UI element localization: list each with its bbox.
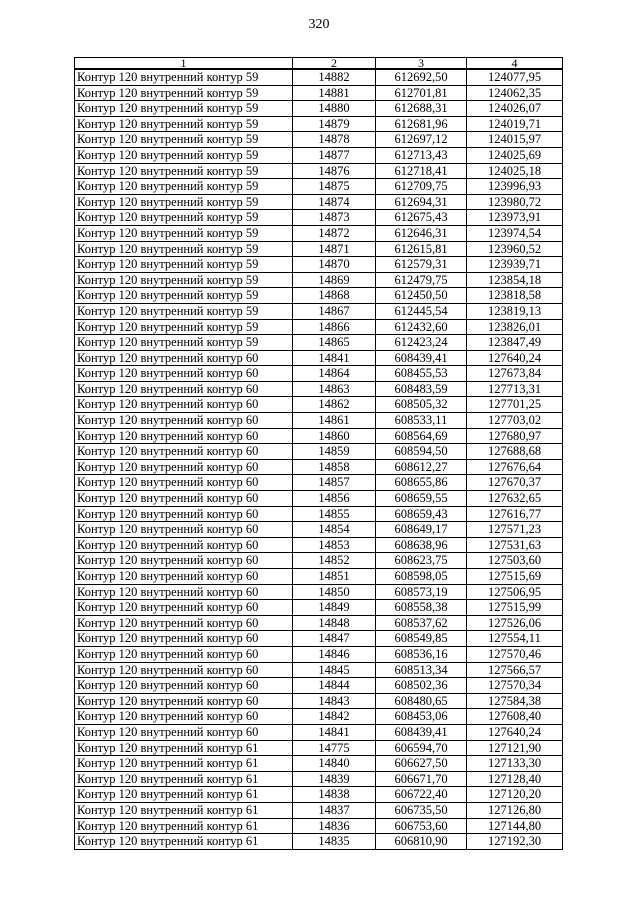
cell-y-coordinate: 127192,30 <box>467 834 563 850</box>
cell-x-coordinate: 608483,59 <box>376 381 467 397</box>
page-number: 320 <box>308 17 330 32</box>
cell-y-coordinate: 127701,25 <box>467 397 563 413</box>
column-header-4: 4 <box>467 58 563 70</box>
cell-x-coordinate: 612681,96 <box>376 116 467 132</box>
cell-x-coordinate: 608536,16 <box>376 646 467 662</box>
table-row <box>75 646 563 662</box>
cell-x-coordinate: 608573,19 <box>376 584 467 600</box>
table-row <box>75 194 563 210</box>
table-row <box>75 693 563 709</box>
cell-y-coordinate: 123939,71 <box>467 257 563 273</box>
cell-contour-name: Контур 120 внутренний контур 61 <box>75 834 293 850</box>
cell-y-coordinate: 127632,65 <box>467 491 563 507</box>
table-row <box>75 288 563 304</box>
cell-y-coordinate: 124025,69 <box>467 147 563 163</box>
cell-point-number: 14869 <box>293 272 376 288</box>
coordinates-table <box>74 57 563 850</box>
cell-contour-name: Контур 120 внутренний контур 60 <box>75 366 293 382</box>
cell-point-number: 14855 <box>293 506 376 522</box>
table-row <box>75 787 563 803</box>
table-row <box>75 272 563 288</box>
cell-point-number: 14849 <box>293 600 376 616</box>
cell-contour-name: Контур 120 внутренний контур 59 <box>75 257 293 273</box>
table-row <box>75 85 563 101</box>
table-row <box>75 522 563 538</box>
table-row <box>75 163 563 179</box>
cell-y-coordinate: 123818,58 <box>467 288 563 304</box>
table-row <box>75 491 563 507</box>
column-header-1: 1 <box>75 58 293 70</box>
cell-point-number: 14865 <box>293 335 376 351</box>
cell-x-coordinate: 612423,24 <box>376 335 467 351</box>
cell-y-coordinate: 127515,99 <box>467 600 563 616</box>
cell-contour-name: Контур 120 внутренний контур 61 <box>75 771 293 787</box>
table-row <box>75 631 563 647</box>
cell-point-number: 14842 <box>293 709 376 725</box>
cell-contour-name: Контур 120 внутренний контур 60 <box>75 428 293 444</box>
table-row <box>75 241 563 257</box>
cell-point-number: 14836 <box>293 818 376 834</box>
cell-x-coordinate: 608564,69 <box>376 428 467 444</box>
cell-y-coordinate: 123973,91 <box>467 210 563 226</box>
cell-point-number: 14870 <box>293 257 376 273</box>
table-row <box>75 709 563 725</box>
cell-y-coordinate: 123819,13 <box>467 303 563 319</box>
cell-point-number: 14841 <box>293 724 376 740</box>
cell-x-coordinate: 606753,60 <box>376 818 467 834</box>
cell-point-number: 14876 <box>293 163 376 179</box>
cell-point-number: 14846 <box>293 646 376 662</box>
cell-y-coordinate: 127584,38 <box>467 693 563 709</box>
cell-point-number: 14863 <box>293 381 376 397</box>
table-row <box>75 101 563 117</box>
table-row <box>75 428 563 444</box>
cell-y-coordinate: 127120,20 <box>467 787 563 803</box>
table-row <box>75 724 563 740</box>
cell-x-coordinate: 608594,50 <box>376 444 467 460</box>
cell-y-coordinate: 127571,23 <box>467 522 563 538</box>
cell-y-coordinate: 127570,34 <box>467 678 563 694</box>
cell-contour-name: Контур 120 внутренний контур 59 <box>75 319 293 335</box>
cell-contour-name: Контур 120 внутренний контур 60 <box>75 522 293 538</box>
cell-point-number: 14866 <box>293 319 376 335</box>
table-row <box>75 319 563 335</box>
table-row <box>75 553 563 569</box>
table-body <box>75 69 563 849</box>
cell-contour-name: Контур 120 внутренний контур 61 <box>75 740 293 756</box>
cell-contour-name: Контур 120 внутренний контур 59 <box>75 69 293 85</box>
cell-x-coordinate: 612675,43 <box>376 210 467 226</box>
table-row <box>75 179 563 195</box>
cell-contour-name: Контур 120 внутренний контур 61 <box>75 787 293 803</box>
cell-point-number: 14848 <box>293 615 376 631</box>
coordinates-table-container <box>74 57 562 850</box>
cell-point-number: 14860 <box>293 428 376 444</box>
cell-x-coordinate: 612709,75 <box>376 179 467 195</box>
table-row <box>75 350 563 366</box>
cell-point-number: 14838 <box>293 787 376 803</box>
cell-x-coordinate: 608655,86 <box>376 475 467 491</box>
cell-y-coordinate: 123826,01 <box>467 319 563 335</box>
cell-y-coordinate: 127688,68 <box>467 444 563 460</box>
cell-x-coordinate: 608453,06 <box>376 709 467 725</box>
cell-x-coordinate: 612713,43 <box>376 147 467 163</box>
cell-point-number: 14878 <box>293 132 376 148</box>
cell-x-coordinate: 612579,31 <box>376 257 467 273</box>
cell-point-number: 14840 <box>293 756 376 772</box>
table-row <box>75 459 563 475</box>
cell-contour-name: Контур 120 внутренний контур 59 <box>75 147 293 163</box>
cell-contour-name: Контур 120 внутренний контур 59 <box>75 288 293 304</box>
cell-contour-name: Контур 120 внутренний контур 60 <box>75 615 293 631</box>
cell-contour-name: Контур 120 внутренний контур 59 <box>75 179 293 195</box>
cell-contour-name: Контур 120 внутренний контур 60 <box>75 413 293 429</box>
cell-contour-name: Контур 120 внутренний контур 60 <box>75 444 293 460</box>
cell-point-number: 14872 <box>293 225 376 241</box>
cell-point-number: 14862 <box>293 397 376 413</box>
cell-contour-name: Контур 120 внутренний контур 59 <box>75 241 293 257</box>
cell-contour-name: Контур 120 внутренний контур 61 <box>75 802 293 818</box>
cell-x-coordinate: 612432,60 <box>376 319 467 335</box>
cell-contour-name: Контур 120 внутренний контур 59 <box>75 303 293 319</box>
cell-point-number: 14875 <box>293 179 376 195</box>
table-header <box>75 58 563 70</box>
cell-y-coordinate: 127554,11 <box>467 631 563 647</box>
cell-y-coordinate: 127570,46 <box>467 646 563 662</box>
table-row <box>75 537 563 553</box>
cell-y-coordinate: 127640,24 <box>467 724 563 740</box>
cell-point-number: 14877 <box>293 147 376 163</box>
cell-x-coordinate: 606671,70 <box>376 771 467 787</box>
cell-point-number: 14859 <box>293 444 376 460</box>
cell-y-coordinate: 124077,95 <box>467 69 563 85</box>
cell-x-coordinate: 608612,27 <box>376 459 467 475</box>
cell-point-number: 14844 <box>293 678 376 694</box>
cell-y-coordinate: 127128,40 <box>467 771 563 787</box>
table-row <box>75 116 563 132</box>
table-row <box>75 147 563 163</box>
cell-point-number: 14856 <box>293 491 376 507</box>
cell-y-coordinate: 127526,06 <box>467 615 563 631</box>
cell-point-number: 14845 <box>293 662 376 678</box>
table-row <box>75 834 563 850</box>
cell-x-coordinate: 612694,31 <box>376 194 467 210</box>
table-row <box>75 475 563 491</box>
table-row <box>75 366 563 382</box>
table-row <box>75 600 563 616</box>
table-row <box>75 397 563 413</box>
table-row <box>75 569 563 585</box>
cell-contour-name: Контур 120 внутренний контур 61 <box>75 756 293 772</box>
cell-point-number: 14861 <box>293 413 376 429</box>
cell-y-coordinate: 123847,49 <box>467 335 563 351</box>
table-row <box>75 756 563 772</box>
cell-point-number: 14874 <box>293 194 376 210</box>
table-row <box>75 225 563 241</box>
cell-x-coordinate: 606722,40 <box>376 787 467 803</box>
cell-point-number: 14841 <box>293 350 376 366</box>
table-row <box>75 444 563 460</box>
cell-y-coordinate: 127680,97 <box>467 428 563 444</box>
cell-contour-name: Контур 120 внутренний контур 59 <box>75 101 293 117</box>
cell-x-coordinate: 606810,90 <box>376 834 467 850</box>
cell-y-coordinate: 124025,18 <box>467 163 563 179</box>
cell-y-coordinate: 127640,24 <box>467 350 563 366</box>
cell-x-coordinate: 608502,36 <box>376 678 467 694</box>
cell-point-number: 14868 <box>293 288 376 304</box>
cell-contour-name: Контур 120 внутренний контур 59 <box>75 85 293 101</box>
cell-y-coordinate: 127133,30 <box>467 756 563 772</box>
cell-x-coordinate: 608505,32 <box>376 397 467 413</box>
table-row <box>75 818 563 834</box>
cell-contour-name: Контур 120 внутренний контур 60 <box>75 678 293 694</box>
cell-contour-name: Контур 120 внутренний контур 60 <box>75 491 293 507</box>
cell-x-coordinate: 608549,85 <box>376 631 467 647</box>
cell-point-number: 14851 <box>293 569 376 585</box>
cell-point-number: 14857 <box>293 475 376 491</box>
cell-x-coordinate: 612697,12 <box>376 132 467 148</box>
cell-y-coordinate: 123980,72 <box>467 194 563 210</box>
cell-contour-name: Контур 120 внутренний контур 59 <box>75 132 293 148</box>
cell-point-number: 14853 <box>293 537 376 553</box>
cell-x-coordinate: 612646,31 <box>376 225 467 241</box>
cell-x-coordinate: 608649,17 <box>376 522 467 538</box>
cell-y-coordinate: 127616,77 <box>467 506 563 522</box>
cell-x-coordinate: 612445,54 <box>376 303 467 319</box>
cell-contour-name: Контур 120 внутренний контур 60 <box>75 631 293 647</box>
cell-x-coordinate: 608533,11 <box>376 413 467 429</box>
cell-contour-name: Контур 120 внутренний контур 60 <box>75 537 293 553</box>
table-row <box>75 615 563 631</box>
cell-point-number: 14880 <box>293 101 376 117</box>
cell-y-coordinate: 127608,40 <box>467 709 563 725</box>
cell-contour-name: Контур 120 внутренний контур 60 <box>75 459 293 475</box>
cell-contour-name: Контур 120 внутренний контур 59 <box>75 210 293 226</box>
cell-point-number: 14843 <box>293 693 376 709</box>
cell-contour-name: Контур 120 внутренний контур 60 <box>75 397 293 413</box>
cell-x-coordinate: 608659,43 <box>376 506 467 522</box>
cell-contour-name: Контур 120 внутренний контур 60 <box>75 709 293 725</box>
cell-point-number: 14852 <box>293 553 376 569</box>
cell-contour-name: Контур 120 внутренний контур 60 <box>75 553 293 569</box>
cell-contour-name: Контур 120 внутренний контур 59 <box>75 194 293 210</box>
cell-y-coordinate: 123996,93 <box>467 179 563 195</box>
cell-contour-name: Контур 120 внутренний контур 59 <box>75 116 293 132</box>
cell-x-coordinate: 606627,50 <box>376 756 467 772</box>
cell-x-coordinate: 612718,41 <box>376 163 467 179</box>
table-row <box>75 210 563 226</box>
cell-point-number: 14879 <box>293 116 376 132</box>
cell-contour-name: Контур 120 внутренний контур 59 <box>75 163 293 179</box>
cell-contour-name: Контур 120 внутренний контур 60 <box>75 646 293 662</box>
cell-y-coordinate: 127703,02 <box>467 413 563 429</box>
cell-point-number: 14847 <box>293 631 376 647</box>
table-row <box>75 506 563 522</box>
cell-y-coordinate: 127531,63 <box>467 537 563 553</box>
cell-x-coordinate: 612688,31 <box>376 101 467 117</box>
table-row <box>75 584 563 600</box>
cell-x-coordinate: 608638,96 <box>376 537 467 553</box>
cell-point-number: 14864 <box>293 366 376 382</box>
cell-x-coordinate: 606594,70 <box>376 740 467 756</box>
table-row <box>75 771 563 787</box>
table-row <box>75 381 563 397</box>
cell-x-coordinate: 608455,53 <box>376 366 467 382</box>
cell-y-coordinate: 123854,18 <box>467 272 563 288</box>
cell-x-coordinate: 612701,81 <box>376 85 467 101</box>
table-row <box>75 678 563 694</box>
cell-y-coordinate: 124062,35 <box>467 85 563 101</box>
cell-point-number: 14850 <box>293 584 376 600</box>
cell-contour-name: Контур 120 внутренний контур 60 <box>75 569 293 585</box>
cell-contour-name: Контур 120 внутренний контур 60 <box>75 381 293 397</box>
cell-point-number: 14881 <box>293 85 376 101</box>
cell-contour-name: Контур 120 внутренний контур 60 <box>75 693 293 709</box>
cell-contour-name: Контур 120 внутренний контур 60 <box>75 724 293 740</box>
cell-y-coordinate: 124019,71 <box>467 116 563 132</box>
cell-contour-name: Контур 120 внутренний контур 60 <box>75 662 293 678</box>
cell-point-number: 14837 <box>293 802 376 818</box>
cell-y-coordinate: 127673,84 <box>467 366 563 382</box>
cell-contour-name: Контур 120 внутренний контур 59 <box>75 225 293 241</box>
table-row <box>75 303 563 319</box>
cell-x-coordinate: 608623,75 <box>376 553 467 569</box>
cell-y-coordinate: 127121,90 <box>467 740 563 756</box>
cell-point-number: 14873 <box>293 210 376 226</box>
table-row <box>75 132 563 148</box>
cell-point-number: 14835 <box>293 834 376 850</box>
cell-contour-name: Контур 120 внутренний контур 59 <box>75 335 293 351</box>
table-row <box>75 69 563 85</box>
cell-x-coordinate: 608537,62 <box>376 615 467 631</box>
cell-x-coordinate: 608480,65 <box>376 693 467 709</box>
table-row <box>75 740 563 756</box>
cell-x-coordinate: 608598,05 <box>376 569 467 585</box>
cell-y-coordinate: 127713,31 <box>467 381 563 397</box>
cell-y-coordinate: 127506,95 <box>467 584 563 600</box>
header-row <box>75 58 563 70</box>
cell-x-coordinate: 606735,50 <box>376 802 467 818</box>
cell-point-number: 14867 <box>293 303 376 319</box>
cell-point-number: 14858 <box>293 459 376 475</box>
cell-y-coordinate: 123960,52 <box>467 241 563 257</box>
cell-y-coordinate: 127515,69 <box>467 569 563 585</box>
cell-y-coordinate: 124015,97 <box>467 132 563 148</box>
cell-contour-name: Контур 120 внутренний контур 60 <box>75 506 293 522</box>
cell-x-coordinate: 612450,50 <box>376 288 467 304</box>
cell-contour-name: Контур 120 внутренний контур 60 <box>75 350 293 366</box>
cell-y-coordinate: 127566,57 <box>467 662 563 678</box>
cell-contour-name: Контур 120 внутренний контур 61 <box>75 818 293 834</box>
column-header-3: 3 <box>376 58 467 70</box>
cell-contour-name: Контур 120 внутренний контур 60 <box>75 600 293 616</box>
table-row <box>75 335 563 351</box>
cell-y-coordinate: 127670,37 <box>467 475 563 491</box>
cell-y-coordinate: 127503,60 <box>467 553 563 569</box>
table-row <box>75 257 563 273</box>
table-row <box>75 413 563 429</box>
cell-x-coordinate: 608558,38 <box>376 600 467 616</box>
table-row <box>75 662 563 678</box>
cell-point-number: 14871 <box>293 241 376 257</box>
cell-y-coordinate: 127676,64 <box>467 459 563 475</box>
cell-point-number: 14882 <box>293 69 376 85</box>
cell-y-coordinate: 127126,80 <box>467 802 563 818</box>
cell-x-coordinate: 612479,75 <box>376 272 467 288</box>
cell-contour-name: Контур 120 внутренний контур 60 <box>75 584 293 600</box>
table-row <box>75 802 563 818</box>
cell-x-coordinate: 608439,41 <box>376 350 467 366</box>
cell-y-coordinate: 123974,54 <box>467 225 563 241</box>
column-header-2: 2 <box>293 58 376 70</box>
cell-x-coordinate: 608659,55 <box>376 491 467 507</box>
cell-y-coordinate: 124026,07 <box>467 101 563 117</box>
cell-x-coordinate: 612615,81 <box>376 241 467 257</box>
cell-point-number: 14775 <box>293 740 376 756</box>
cell-contour-name: Контур 120 внутренний контур 60 <box>75 475 293 491</box>
cell-point-number: 14854 <box>293 522 376 538</box>
cell-x-coordinate: 608439,41 <box>376 724 467 740</box>
cell-x-coordinate: 612692,50 <box>376 69 467 85</box>
cell-y-coordinate: 127144,80 <box>467 818 563 834</box>
cell-x-coordinate: 608513,34 <box>376 662 467 678</box>
cell-contour-name: Контур 120 внутренний контур 59 <box>75 272 293 288</box>
cell-point-number: 14839 <box>293 771 376 787</box>
